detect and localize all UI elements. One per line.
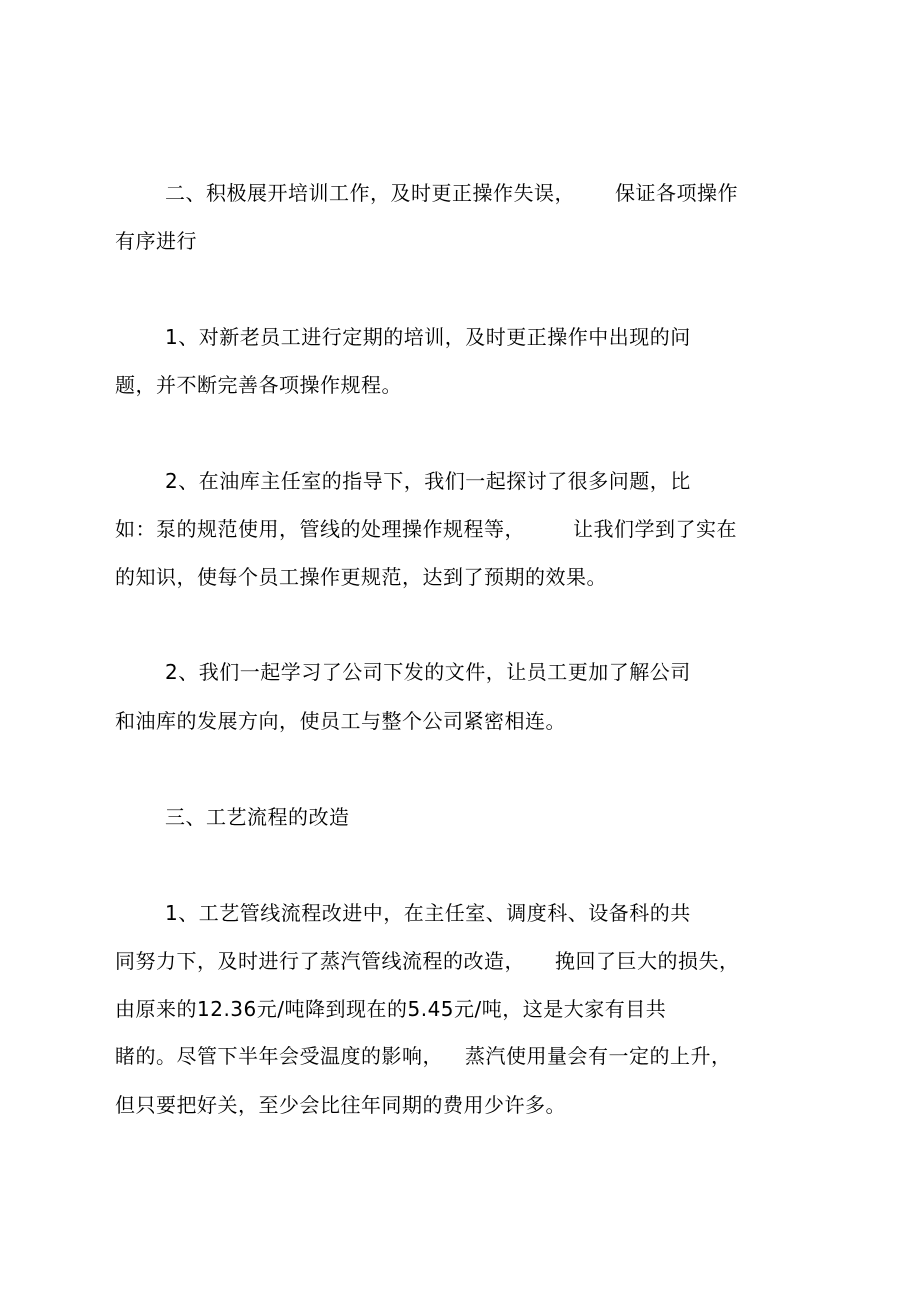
para4-line2b: 挽回了巨大的损失， — [555, 949, 740, 973]
para1-line2: 题，并不断完善各项操作规程。 — [115, 373, 402, 397]
para2-line1: 2、在油库主任室的指导下，我们一起探讨了很多问题，比 — [165, 469, 691, 493]
para4-line5: 但只要把好关，至少会比往年同期的费用少许多。 — [115, 1093, 566, 1117]
para2-line2a: 如：泵的规范使用，管线的处理操作规程等， — [115, 517, 525, 541]
para4-line2a: 同努力下，及时进行了蒸汽管线流程的改造， — [115, 949, 525, 973]
para2-line2b: 让我们学到了实在 — [573, 517, 737, 541]
para3-line2: 和油库的发展方向，使员工与整个公司紧密相连。 — [115, 709, 566, 733]
para4-line4b: 蒸汽使用量会有一定的上升， — [465, 1044, 732, 1068]
para4-line1: 1、工艺管线流程改进中，在主任室、调度科、设备科的共 — [165, 901, 691, 925]
para4-line4a: 睹的。尽管下半年会受温度的影响， — [115, 1044, 443, 1068]
section-heading-process: 三、工艺流程的改造 — [165, 805, 350, 829]
heading-part2: 保证各项操作 — [615, 181, 738, 205]
para4-line3: 由原来的12.36元/吨降到现在的5.45元/吨，这是大家有目共 — [115, 997, 667, 1021]
heading-part1: 二、积极展开培训工作，及时更正操作失误， — [165, 181, 575, 205]
section-heading-training-line2: 有序进行 — [115, 229, 197, 253]
para1-line1: 1、对新老员工进行定期的培训，及时更正操作中出现的问 — [165, 325, 691, 349]
para2-line3: 的知识，使每个员工操作更规范，达到了预期的效果。 — [115, 565, 607, 589]
para2-line2 — [115, 516, 737, 542]
para4-line2 — [115, 948, 740, 974]
para4-line4 — [115, 1043, 732, 1069]
section-heading-training — [165, 180, 738, 206]
para3-line1: 2、我们一起学习了公司下发的文件，让员工更加了解公司 — [165, 660, 691, 684]
